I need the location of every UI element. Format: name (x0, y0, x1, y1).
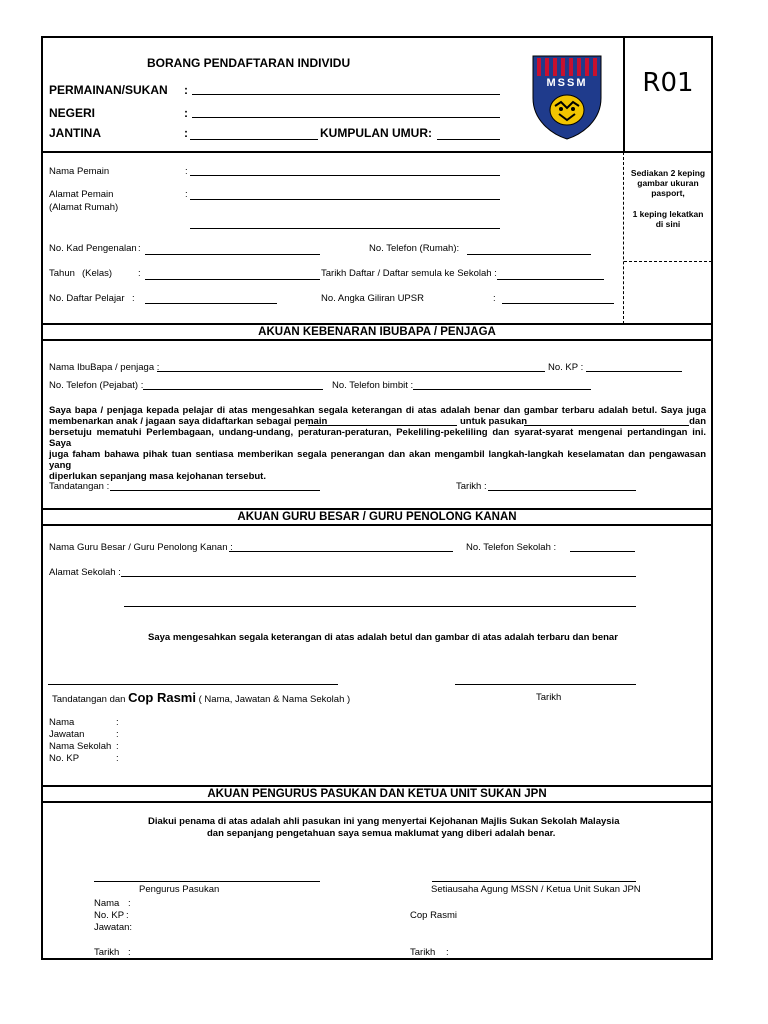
photo-box-divider (624, 261, 712, 262)
parent-section-title: AKUAN KEBENARAN IBUBAPA / PENJAGA (42, 323, 712, 341)
signature-and-label: Tandatangan dan (52, 694, 126, 705)
player-as-field[interactable] (308, 425, 457, 426)
player-address-field-1[interactable] (190, 199, 500, 200)
parent-signature-label: Tandatangan : (49, 481, 110, 492)
photo-line-2: gambar ukuran (637, 178, 699, 188)
age-group-label: KUMPULAN UMUR: (320, 126, 432, 140)
parent-name-field[interactable] (157, 371, 545, 372)
form-title: BORANG PENDAFTARAN INDIVIDU (147, 56, 351, 70)
hm-kp-label: No. KP (49, 753, 80, 764)
tm-name-colon: : (128, 898, 131, 909)
headmaster-confirm-text: Saya mengesahkan segala keterangan di atas adalah betul dan gambar di atas adalah terbaru dan benar (148, 632, 618, 643)
hm-name-colon: : (116, 717, 119, 728)
parent-para-line-2b: untuk pasukan (460, 416, 528, 427)
player-name-field[interactable] (190, 175, 500, 176)
upsr-field[interactable] (502, 303, 614, 304)
photo-line-4: 1 keping lekatkan (632, 209, 704, 219)
student-no-label: No. Daftar Pelajar (49, 293, 125, 304)
tm-date-right-colon: : (446, 947, 449, 958)
sport-label: PERMAINAN/SUKAN (49, 83, 168, 97)
hm-school-label: Nama Sekolah (49, 741, 112, 752)
tm-date-left-label: Tarikh (94, 947, 120, 958)
gender-label: JANTINA (49, 126, 102, 140)
declaration-line-1: Diakui penama di atas adalah ahli pasukan ini yang menyertai Kejohanan Majlis Sukan Sekolah Malaysia (148, 816, 620, 827)
hm-name-label: Nama (49, 717, 75, 728)
state-label: NEGERI (49, 106, 96, 120)
mssm-logo (531, 54, 603, 140)
gender-field[interactable] (190, 139, 318, 140)
hm-position-colon: : (116, 729, 119, 740)
team-field[interactable] (524, 425, 689, 426)
upsr-colon: : (493, 293, 496, 304)
official-stamp-label: Cop Rasmi (128, 690, 196, 705)
official-stamp-right: Cop Rasmi (410, 910, 457, 921)
school-address-label: Alamat Sekolah : (49, 567, 121, 578)
mobile-field[interactable] (413, 389, 591, 390)
hm-position-label: Jawatan (49, 729, 85, 740)
parent-date-field[interactable] (488, 490, 636, 491)
manager-label: Pengurus Pasukan (139, 884, 220, 895)
year-label: Tahun (49, 268, 75, 279)
manager-signature-field[interactable] (94, 881, 320, 882)
gender-colon: : (184, 126, 188, 140)
logo-text: MSSM (546, 77, 588, 89)
player-address-sublabel: (Alamat Rumah) (49, 202, 119, 213)
photo-line-3: pasport, (651, 188, 685, 198)
signature-note: ( Nama, Jawatan & Nama Sekolah ) (198, 694, 351, 705)
parent-kp-label: No. KP : (548, 362, 584, 373)
office-phone-field[interactable] (143, 389, 323, 390)
tm-position-label: Jawatan: (94, 922, 133, 933)
player-name-label: Nama Pemain (49, 166, 110, 177)
tm-kp-colon: : (126, 910, 129, 921)
parent-para-line-3: bersetuju mematuhi Perlembagaan, undang-undang, peraturan-peraturan, Pekeliling-pekeliling dan syarat-syarat mengenai pertandingan ini. Saya (49, 427, 706, 449)
parent-name-label: Nama IbuBapa / penjaga : (49, 362, 160, 373)
state-field[interactable] (192, 117, 500, 118)
register-date-field[interactable] (497, 279, 604, 280)
school-phone-field[interactable] (570, 551, 635, 552)
photo-instructions (625, 168, 711, 229)
school-address-field-1[interactable] (121, 576, 636, 577)
parent-declaration (49, 405, 706, 482)
headmaster-name-label: Nama Guru Besar / Guru Penolong Kanan : (49, 542, 233, 553)
parent-para-line-2c: dan (689, 416, 706, 427)
ic-field[interactable] (145, 254, 320, 255)
class-label: (Kelas) (82, 268, 113, 279)
photo-line-1: Sediakan 2 keping (630, 168, 706, 178)
student-no-field[interactable] (145, 303, 277, 304)
photo-line-5: di sini (655, 219, 681, 229)
hm-school-colon: : (116, 741, 119, 752)
age-group-field[interactable] (437, 139, 500, 140)
parent-para-line-4: juga faham bahawa pihak tuan sentiasa memberikan segala penerangan dan akan mengambil langkah-langkah keselamatan dan pengawasan yang (49, 449, 706, 471)
year-colon: : (138, 268, 141, 279)
secretary-label: Setiausaha Agung MSSN / Ketua Unit Sukan JPN (431, 884, 641, 895)
player-address-colon: : (185, 189, 188, 200)
headmaster-date-field[interactable] (455, 684, 636, 685)
year-class-field[interactable] (145, 279, 320, 280)
ic-colon: : (138, 243, 141, 254)
hm-kp-colon: : (116, 753, 119, 764)
sport-colon: : (184, 83, 188, 97)
state-colon: : (184, 106, 188, 120)
header-divider (42, 151, 712, 153)
team-manager-section-title: AKUAN PENGURUS PASUKAN DAN KETUA UNIT SUKAN JPN (42, 785, 712, 803)
student-no-colon: : (132, 293, 135, 304)
parent-para-line-5: diperlukan sepanjang masa kejohanan tersebut. (49, 471, 266, 482)
school-phone-label: No. Telefon Sekolah : (466, 542, 557, 553)
parent-kp-field[interactable] (586, 371, 682, 372)
headmaster-section-title: AKUAN GURU BESAR / GURU PENOLONG KANAN (42, 508, 712, 526)
office-phone-label: No. Telefon (Pejabat) : (49, 380, 144, 391)
parent-para-line-2a: membenarkan anak / jagaan saya didaftarkan sebagai pemain (49, 416, 328, 427)
headmaster-signature-field[interactable] (48, 684, 338, 685)
headmaster-name-field[interactable] (229, 551, 453, 552)
mssm-shield-icon (531, 54, 603, 140)
parent-para-line-1: Saya bapa / penjaga kepada pelajar di atas mengesahkan segala keterangan di atas adalah benar dan gambar terbaru adalah betul. Saya juga (49, 405, 706, 416)
headmaster-signature-label (52, 691, 350, 707)
ic-label: No. Kad Pengenalan (49, 243, 137, 254)
player-address-label: Alamat Pemain (49, 189, 114, 200)
parent-date-label: Tarikh : (456, 481, 487, 492)
sport-field[interactable] (192, 94, 500, 95)
headmaster-date-label: Tarikh (536, 692, 562, 703)
player-name-colon: : (185, 166, 188, 177)
player-address-field-2[interactable] (190, 228, 500, 229)
home-phone-label: No. Telefon (Rumah): (369, 243, 460, 254)
mobile-label: No. Telefon bimbit : (332, 380, 414, 391)
upsr-label: No. Angka Giliran UPSR (321, 293, 424, 304)
register-date-label: Tarikh Daftar / Daftar semula ke Sekolah : (321, 268, 497, 279)
declaration-line-2: dan sepanjang pengetahuan saya semua maklumat yang diberi adalah benar. (207, 828, 556, 839)
parent-signature-field[interactable] (110, 490, 320, 491)
school-address-field-2[interactable] (124, 606, 636, 607)
form-code: R01 (642, 68, 694, 98)
home-phone-field[interactable] (467, 254, 591, 255)
tm-kp-label: No. KP (94, 910, 125, 921)
secretary-signature-field[interactable] (432, 881, 636, 882)
tm-date-right-label: Tarikh (410, 947, 436, 958)
tm-date-left-colon: : (128, 947, 131, 958)
tm-name-label: Nama (94, 898, 120, 909)
